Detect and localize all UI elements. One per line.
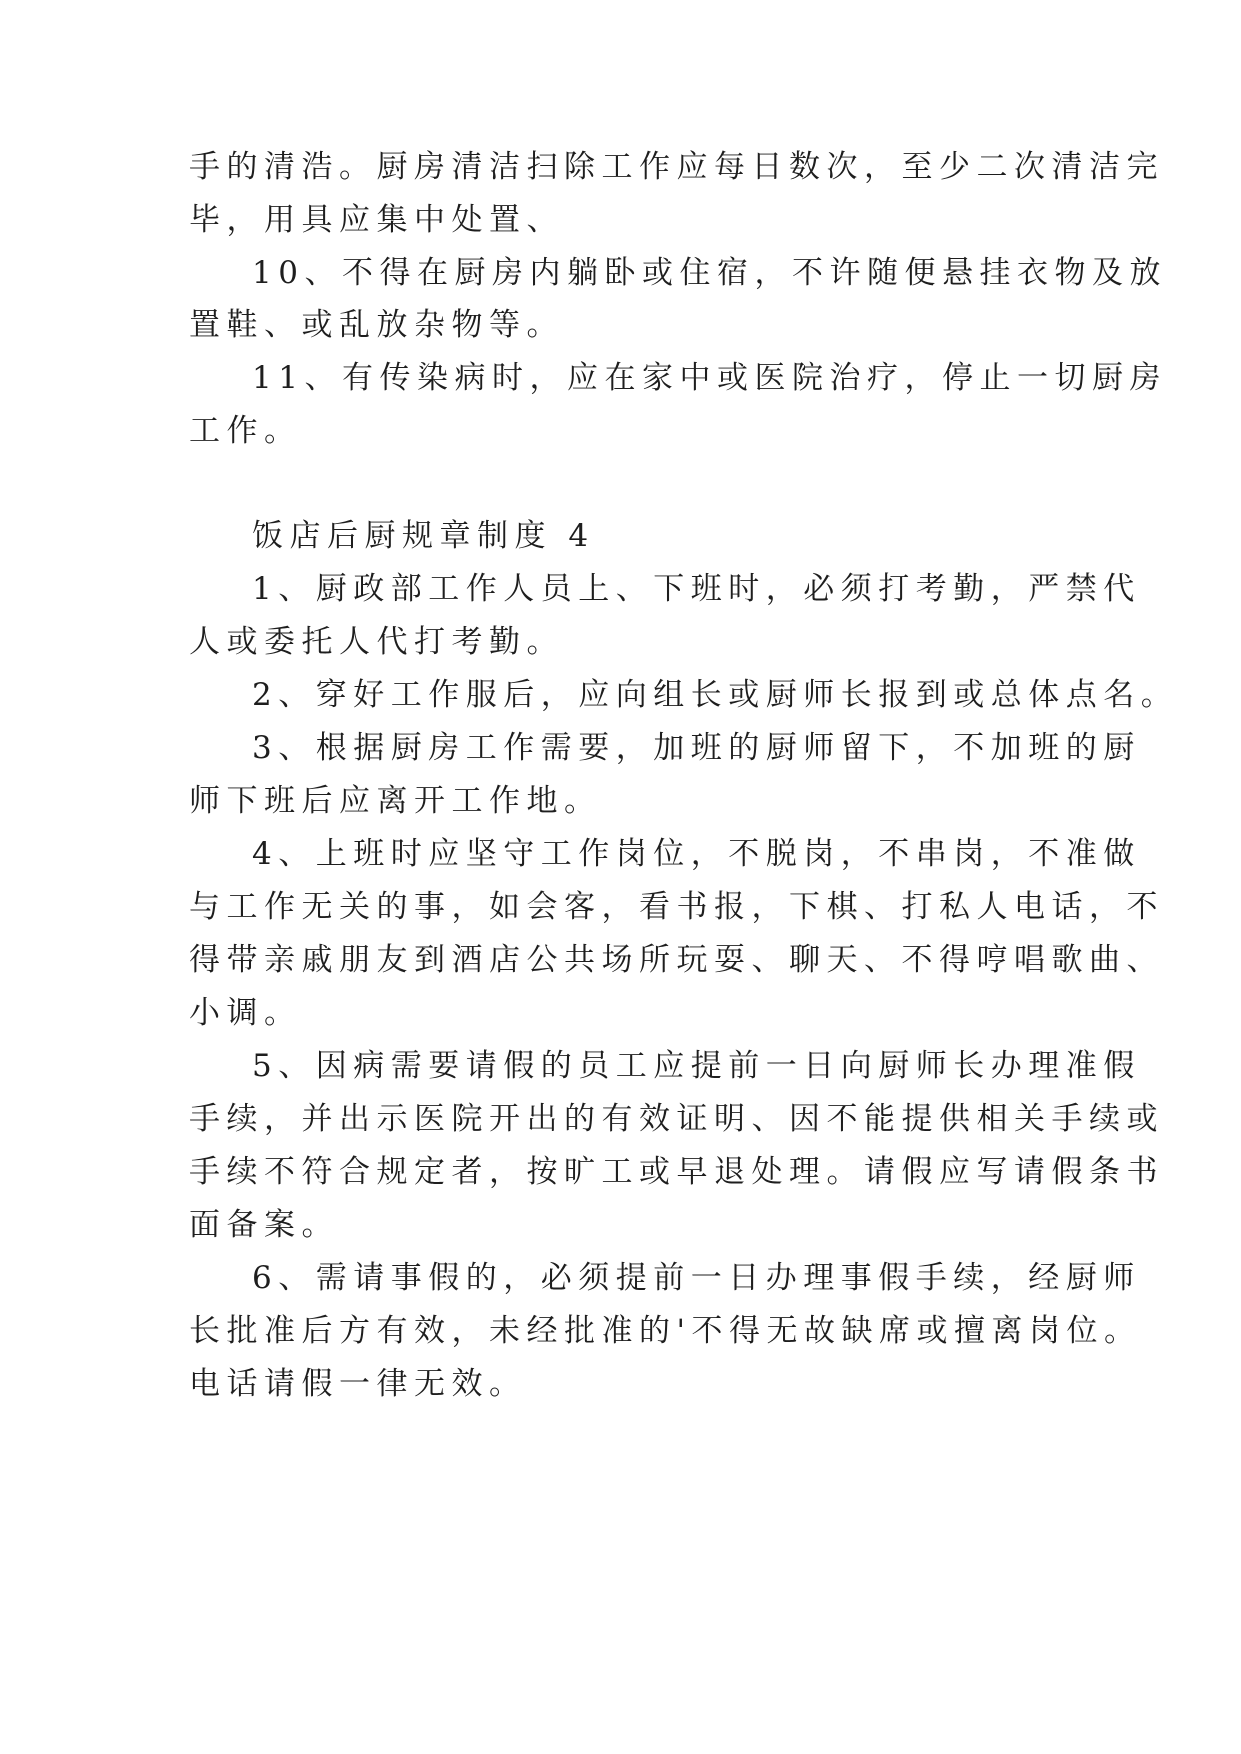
text-line: 面备案。 — [189, 1207, 339, 1243]
text-line: 长批准后方有效，未经批准的'不得无故缺席或擅离岗位。 — [189, 1313, 1142, 1349]
text-line: 4、上班时应坚守工作岗位，不脱岗，不串岗，不准做 — [252, 836, 1141, 872]
text-line: 手续，并出示医院开出的有效证明、因不能提供相关手续或 — [189, 1101, 1164, 1137]
text-line: 1、厨政部工作人员上、下班时，必须打考勤，严禁代 — [252, 571, 1141, 607]
text-line: 6、需请事假的，必须提前一日办理事假手续，经厨师 — [252, 1260, 1141, 1296]
text-line: 电话请假一律无效。 — [189, 1366, 527, 1402]
text-line: 3、根据厨房工作需要，加班的厨师留下，不加班的厨 — [252, 730, 1141, 766]
text-line: 得带亲戚朋友到酒店公共场所玩耍、聊天、不得哼唱歌曲、 — [189, 942, 1164, 978]
text-line: 工作。 — [189, 413, 302, 449]
text-line: 2、穿好工作服后，应向组长或厨师长报到或总体点名。 — [252, 677, 1179, 713]
text-line: 与工作无关的事，如会客，看书报，下棋、打私人电话，不 — [189, 889, 1164, 925]
text-line: 手续不符合规定者，按旷工或早退处理。请假应写请假条书 — [189, 1154, 1164, 1190]
text-line: 手的清浩。厨房清洁扫除工作应每日数次，至少二次清洁完 — [189, 149, 1164, 185]
text-line: 人或委托人代打考勤。 — [189, 624, 564, 660]
text-line: 5、因病需要请假的员工应提前一日向厨师长办理准假 — [252, 1048, 1141, 1084]
text-line: 师下班后应离开工作地。 — [189, 783, 602, 819]
text-line: 小调。 — [189, 995, 302, 1031]
text-line: 毕，用具应集中处置、 — [189, 202, 564, 238]
section-heading: 饭店后厨规章制度 4 — [252, 518, 595, 554]
text-line: 11、有传染病时，应在家中或医院治疗，停止一切厨房 — [252, 360, 1167, 396]
text-line: 置鞋、或乱放杂物等。 — [189, 307, 564, 343]
text-line: 10、不得在厨房内躺卧或住宿，不许随便悬挂衣物及放 — [252, 255, 1167, 291]
